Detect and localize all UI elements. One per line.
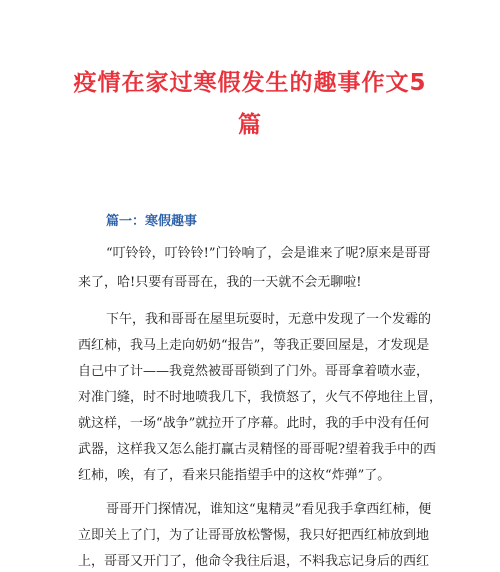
paragraph-line: 上，哥哥又开门了，他命令我往后退，不料我忘记身后的西红 — [78, 554, 430, 569]
document-title-continued: 篇 — [238, 112, 262, 138]
paragraph-line: 自己中了计——我竟然被哥哥锁到了门外。哥哥拿着喷水壶， — [78, 364, 430, 379]
paragraph-line: “叮铃铃，叮铃铃!”门铃响了，会是谁来了呢?原来是哥哥 — [106, 246, 431, 261]
document-title: 疫情在家过寒假发生的趣事作文5 — [73, 70, 427, 96]
paragraph-line: 对准门缝，时不时地喷我几下，我愤怒了，火气不停地往上冒， — [78, 390, 443, 405]
paragraph-line: 哥哥开门探情况，谁知这“鬼精灵”看见我手拿西红柿，便 — [106, 502, 432, 517]
paragraph-line: 来了，哈!只要有哥哥在，我的一天就不会无聊啦! — [78, 275, 362, 290]
section-heading: 篇一：寒假趣事 — [106, 214, 198, 229]
paragraph-line: 红柿，唉，有了，看来只能指望手中的这枚“炸弹”了。 — [78, 468, 391, 483]
paragraph-line: 下午，我和哥哥在屋里玩耍时，无意中发现了一个发霉的 — [106, 312, 432, 327]
paragraph-line: 就这样，一场“战争”就拉开了序幕。此时，我的手中没有任何 — [78, 416, 430, 431]
paragraph-line: 西红柿，我马上走向奶奶“报告”，等我正要回屋是，才发现是 — [78, 338, 430, 353]
paragraph-line: 武器，这样我又怎么能打赢古灵精怪的哥哥呢?望着我手中的西 — [78, 442, 436, 457]
paragraph-line: 立即关上了门，为了让哥哥放松警惕，我只好把西红柿放到地 — [78, 528, 430, 543]
